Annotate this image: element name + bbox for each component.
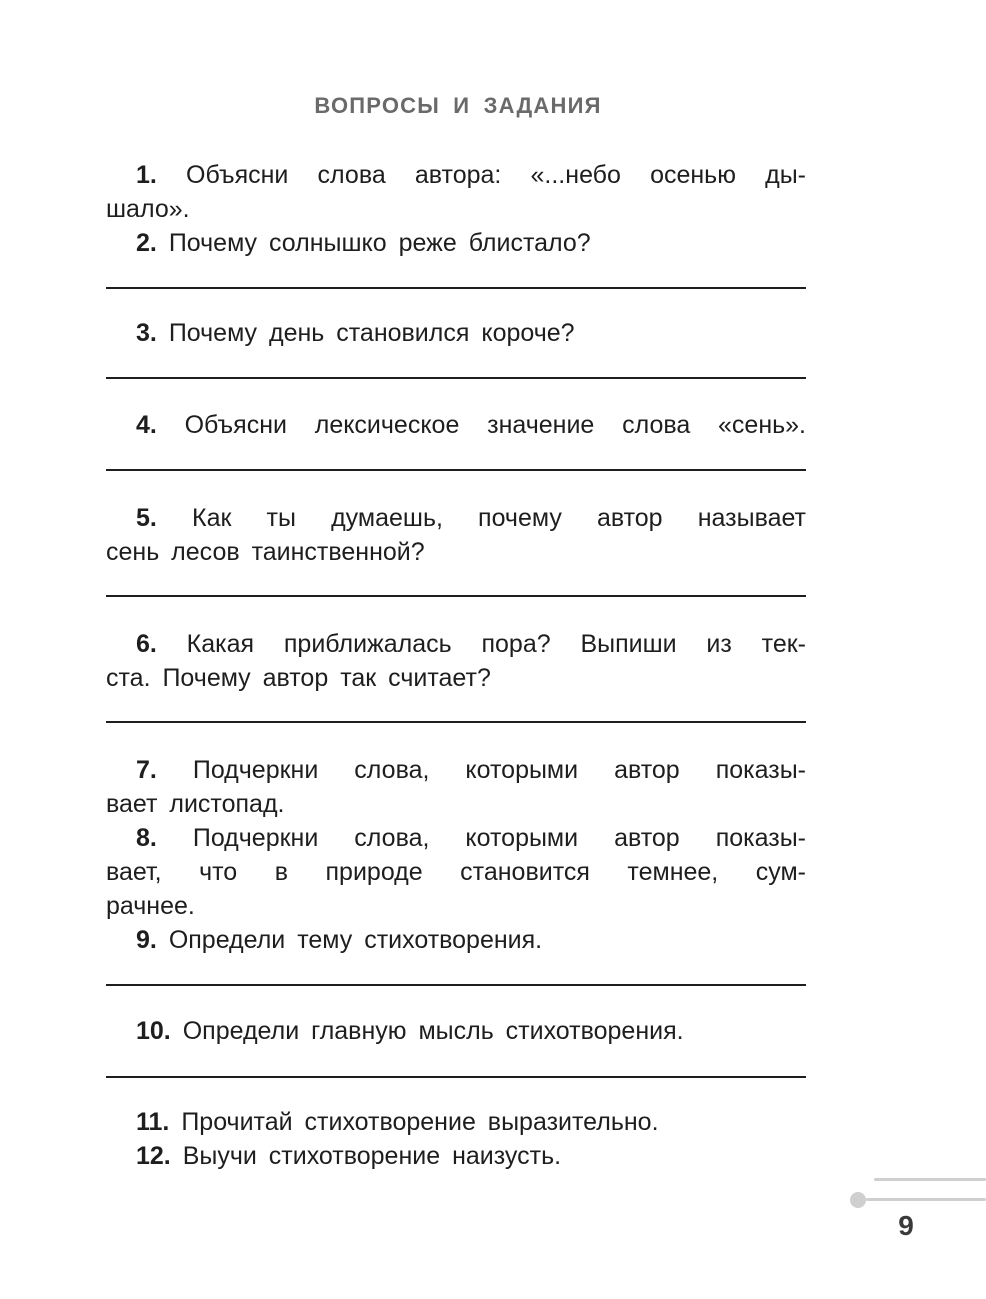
task-5 bbox=[106, 501, 806, 569]
task-text-continued: ста. Почему автор так считает? bbox=[106, 664, 491, 692]
task-number: 12. bbox=[136, 1142, 171, 1170]
task-number: 9. bbox=[136, 926, 157, 954]
task-7 bbox=[106, 753, 806, 821]
page-number: 9 bbox=[898, 1210, 914, 1241]
task-3 bbox=[106, 316, 806, 350]
task-number: 1. bbox=[136, 161, 157, 189]
task-12 bbox=[106, 1139, 806, 1173]
task-text: Определи главную мысль стихотворения. bbox=[182, 1017, 684, 1045]
task-text-continued: рачнее. bbox=[106, 892, 195, 920]
task-9 bbox=[106, 923, 806, 957]
task-text: Подчеркни слова, которыми автор показы- bbox=[192, 824, 806, 852]
task-number: 3. bbox=[136, 319, 157, 347]
task-number: 11. bbox=[136, 1108, 170, 1136]
task-6 bbox=[106, 627, 806, 695]
task-text: Выучи стихотворение наизусть. bbox=[182, 1142, 562, 1170]
task-2 bbox=[106, 226, 806, 260]
answer-line bbox=[106, 287, 806, 289]
task-number: 5. bbox=[136, 504, 157, 532]
task-number: 4. bbox=[136, 411, 157, 439]
task-8 bbox=[106, 821, 806, 923]
task-11 bbox=[106, 1105, 806, 1139]
answer-line bbox=[106, 595, 806, 597]
task-1 bbox=[106, 158, 806, 226]
task-text-continued: вает, что в природе становится темнее, сум- bbox=[106, 858, 806, 886]
task-text: Какая приближалась пора? Выпиши из тек- bbox=[186, 630, 806, 658]
answer-line bbox=[106, 721, 806, 723]
answer-line bbox=[106, 469, 806, 471]
task-number: 10. bbox=[136, 1017, 171, 1045]
answer-line bbox=[106, 984, 806, 986]
task-number: 2. bbox=[136, 229, 157, 257]
task-text: Почему солнышко реже блистало? bbox=[168, 229, 591, 257]
task-text: Как ты думаешь, почему автор называет bbox=[192, 504, 806, 532]
task-number: 8. bbox=[136, 824, 157, 852]
task-text: Почему день становился короче? bbox=[168, 319, 575, 347]
task-text: Подчеркни слова, которыми автор показы- bbox=[192, 756, 806, 784]
task-10 bbox=[106, 1014, 806, 1048]
task-text: Определи тему стихотворения. bbox=[168, 926, 543, 954]
task-text: Прочитай стихотворение выразительно. bbox=[181, 1108, 659, 1136]
answer-line bbox=[106, 1076, 806, 1078]
task-4 bbox=[106, 408, 806, 442]
task-text: Объясни слова автора: «...небо осенью ды- bbox=[186, 161, 806, 189]
task-number: 6. bbox=[136, 630, 157, 658]
task-text-continued: вает листопад. bbox=[106, 790, 285, 818]
decoration-dot bbox=[850, 1192, 866, 1208]
task-number: 7. bbox=[136, 756, 157, 784]
section-heading: ВОПРОСЫ И ЗАДАНИЯ bbox=[314, 93, 602, 118]
task-text-continued: шало». bbox=[106, 195, 190, 223]
answer-line bbox=[106, 377, 806, 379]
task-text-continued: сень лесов таинственной? bbox=[106, 538, 425, 566]
task-text: Объясни лексическое значение слова «сень». bbox=[184, 411, 806, 439]
